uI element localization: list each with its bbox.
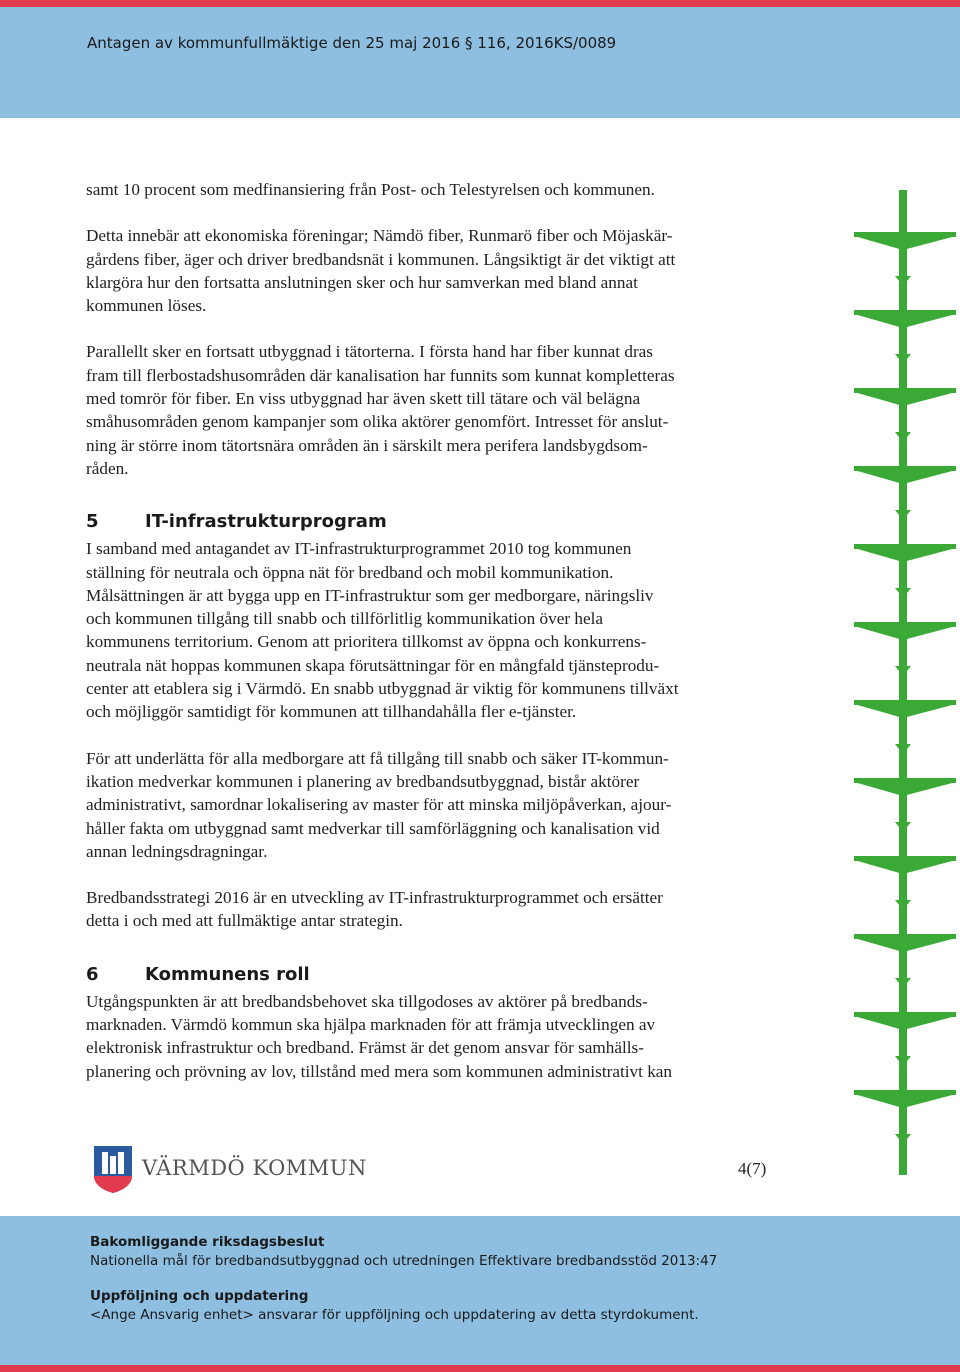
- tree-tick: [895, 432, 911, 442]
- tree-branch: [854, 860, 956, 874]
- basis-label: Bakomliggande riksdagsbeslut: [90, 1234, 325, 1250]
- tree-tick: [895, 1134, 911, 1144]
- followup-text: <Ange Ansvarig enhet> ansvarar för uppföljning och uppdatering av detta styrdokument.: [90, 1307, 699, 1323]
- section-heading-5: [86, 509, 786, 535]
- tree-branch-bar: [854, 232, 956, 237]
- paragraph: Utgångspunkten är att bredbandsbehovet ska tillgodoses av aktörer på bredbands- marknaden. Värmdö kommun ska hjälpa marknaden för att främja utvecklingen av elektronisk infrastruktur och bredband. Främst är det genom ansvar för samhälls- planering och prövning av lov, tillstånd med mera som kommunen administrativt kan: [86, 991, 673, 1081]
- paragraph: Detta innebär att ekonomiska föreningar; Nämdö fiber, Runmarö fiber och Möjaskär- gårdens fiber, äger och driver bredbandsnät i kommunen. Långsiktigt är det viktigt att klargöra hur den fortsatta anslutningen sker och hur samverkan med bland annat kommunen löses.: [86, 226, 676, 316]
- tree-branch-bar: [854, 778, 956, 783]
- tree-branch: [854, 548, 956, 562]
- tree-branch-bar: [854, 700, 956, 705]
- tree-branch-bar: [854, 310, 956, 315]
- paragraph: samt 10 procent som medfinansiering från Post- och Telestyrelsen och kommunen.: [86, 180, 655, 199]
- tree-branch-bar: [854, 1090, 956, 1095]
- tree-branch: [854, 938, 956, 952]
- tree-branch: [854, 782, 956, 796]
- tree-tick: [895, 276, 911, 286]
- tree-tick: [895, 588, 911, 598]
- section-number: 6: [86, 963, 99, 985]
- municipality-logo: [92, 1144, 367, 1199]
- tree-tick: [895, 822, 911, 832]
- footer-band: [0, 1216, 960, 1372]
- section-number: 5: [86, 511, 99, 533]
- paragraph: I samband med antagandet av IT-infrastrukturprogrammet 2010 tog kommunen ställning för neutrala och öppna nät för bredband och mobil kommunikation. Målsättningen är att bygga upp en IT-infrastruktur som ger medborgare, näringsliv och kommunen tillgång till snabb och tillförlitlig kommunikation över hela kommunens territorium. Genom att prioritera tillkomst av öppna och konkurrens- neutrala nät hoppas kommunen skapa förutsättningar för en mångfald tjänsteprodu- center att etablera sig i Värmdö. En snabb utbyggnad är viktig för kommunens tillväxt och möjliggör samtidigt för kommunen att tillhandahålla fler e-tjänster.: [86, 539, 679, 722]
- basis-text: Nationella mål för bredbandsutbyggnad och utredningen Effektivare bredbandsstöd 2013:47: [90, 1253, 718, 1269]
- paragraph: Parallellt sker en fortsatt utbyggnad i tätorterna. I första hand har fiber kunnat dras fram till flerbostadshusområden där kanalisation har funnits som kunnat kompletteras med tomrör för fiber. En viss utbyggnad har även skett till tätare och väl belägna småhusområden genom kampanjer som olika aktörer genomfört. Intresset för anslut- ning är större inom tätortsnära områden än i särskilt mera perifera landsbygdsom- råden.: [86, 342, 675, 478]
- tree-branch-bar: [854, 466, 956, 471]
- tree-tick: [895, 744, 911, 754]
- tree-branch: [854, 470, 956, 484]
- tree-branch: [854, 314, 956, 328]
- tree-branch-bar: [854, 856, 956, 861]
- tree-branch-bar: [854, 388, 956, 393]
- header-band: [0, 0, 960, 118]
- tree-tick: [895, 978, 911, 988]
- logo-wordmark: VÄRMDÖ KOMMUN: [142, 1156, 367, 1180]
- section-title: IT-infrastrukturprogram: [145, 511, 387, 533]
- paragraph: Bredbandsstrategi 2016 är en utveckling av IT-infrastrukturprogrammet och ersätter detta i och med att fullmäktige antar strategin.: [86, 888, 663, 931]
- tree-tick: [895, 510, 911, 520]
- tree-branch: [854, 1016, 956, 1030]
- paragraph: För att underlätta för alla medborgare att få tillgång till snabb och säker IT-kommun- ikation medverkar kommunen i planering av bredbandsutbyggnad, bistår aktörer administrativt, samordnar lokalisering av master för att minska miljöpåverkan, ajour- håller fakta om utbyggnad samt medverkar till samförläggning och kanalisation vid annan ledningsdragningar.: [86, 748, 672, 861]
- section-title: Kommunens roll: [145, 963, 310, 985]
- tree-branch-bar: [854, 622, 956, 627]
- tree-decoration-icon: [850, 190, 960, 1180]
- tree-branch: [854, 236, 956, 250]
- tree-tick: [895, 900, 911, 910]
- tree-branch: [854, 392, 956, 406]
- coat-of-arms-icon: [92, 1144, 134, 1194]
- tree-tick: [895, 1056, 911, 1066]
- tree-branch-bar: [854, 1012, 956, 1017]
- document-body: [86, 178, 786, 1083]
- tree-tick: [895, 666, 911, 676]
- tree-branch-bar: [854, 934, 956, 939]
- header-text: Antagen av kommunfullmäktige den 25 maj 2016 § 116, 2016KS/0089: [87, 34, 617, 52]
- tree-branch: [854, 704, 956, 718]
- tree-branch: [854, 1094, 956, 1108]
- tree-tick: [895, 354, 911, 364]
- section-heading-6: [86, 962, 786, 988]
- page-number: 4(7): [738, 1159, 767, 1178]
- followup-label: Uppföljning och uppdatering: [90, 1288, 309, 1304]
- tree-branch: [854, 626, 956, 640]
- tree-branch-bar: [854, 544, 956, 549]
